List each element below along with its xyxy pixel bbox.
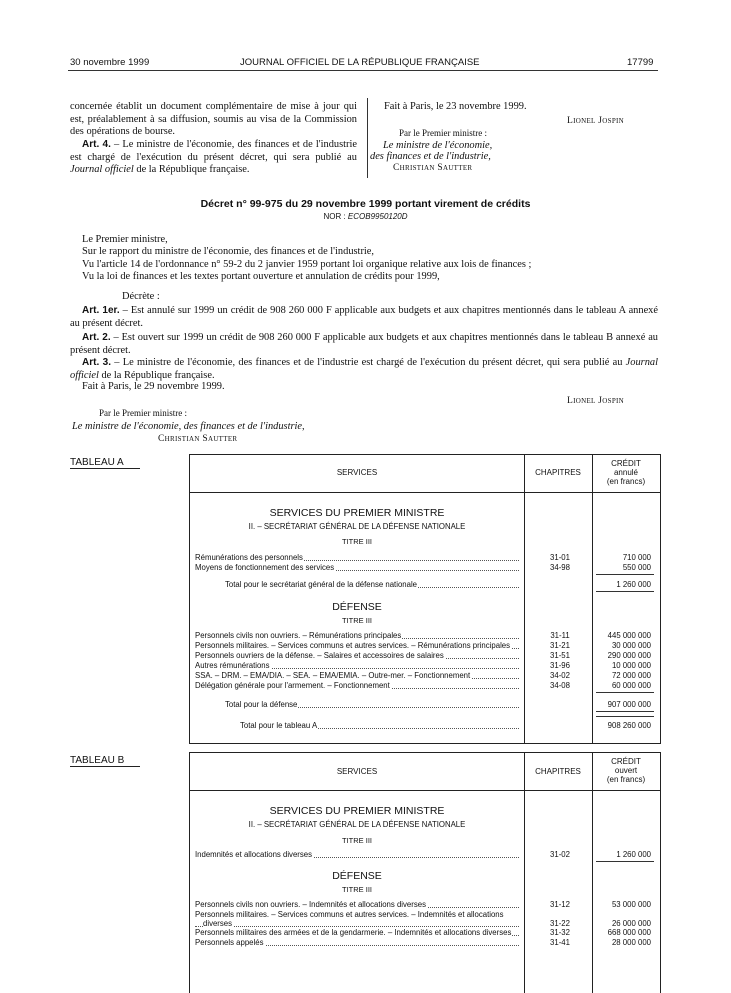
col-credit-line: annulé <box>613 468 639 477</box>
art3-label: Art. 3. <box>82 357 112 368</box>
row-amount: 710 000 <box>622 553 651 562</box>
art1-text: – Est annulé sur 1999 un crédit de 908 260 000 F applicable aux budgets et aux chapitres mentionnés dans le tableau A annexé au présent décret. <box>70 305 658 329</box>
art3-journal: Journal officiel <box>70 357 658 381</box>
row-chapitre: 31-22 <box>550 919 570 928</box>
article-2 <box>70 332 658 357</box>
tableau-b <box>189 752 661 993</box>
row-chapitre: 31-51 <box>550 651 570 660</box>
nor-code: ECOB9950120D <box>347 212 408 221</box>
table-row <box>195 671 665 681</box>
titre-heading: TITRE III <box>342 616 372 625</box>
prev-decree-para: concernée établit un document complémentaire de mise à jour qui est, préalablement à sa diffusion, soumis au visa de la Commission des opérations de bourse. <box>70 101 357 138</box>
total-label: Total pour le secrétariat général de la défense nationale <box>225 580 418 589</box>
col-chapitres: CHAPITRES <box>535 767 581 776</box>
row-chapitre: 31-32 <box>550 928 570 937</box>
titre-heading: TITRE III <box>342 885 372 894</box>
row-chapitre: 34-98 <box>550 563 570 572</box>
prev-fait: Fait à Paris, le 23 novembre 1999. <box>384 101 527 112</box>
section-title: DÉFENSE <box>332 601 382 613</box>
row-amount: 53 000 000 <box>611 900 651 909</box>
row-amount: 550 000 <box>622 563 651 572</box>
col-credit-line: (en francs) <box>606 775 646 784</box>
header-rule <box>190 790 660 791</box>
row-chapitre: 31-21 <box>550 641 570 650</box>
col-credit-line: ouvert <box>614 766 638 775</box>
titre-heading: TITRE III <box>342 537 372 546</box>
total-rule <box>596 692 654 693</box>
tableau-b-label: TABLEAU B <box>70 755 140 767</box>
row-amount: 26 000 000 <box>611 919 651 928</box>
section-title: SERVICES DU PREMIER MINISTRE <box>269 805 445 817</box>
row-label: Personnels militaires. – Services communs et autres services. – Indemnités et allocations <box>195 910 504 919</box>
total-rule <box>596 711 654 712</box>
prev-ministre-2: des finances et de l'industrie, <box>370 151 491 162</box>
header-rule <box>68 70 658 71</box>
row-label-cont: diverses <box>203 919 233 928</box>
col-divider <box>592 753 593 993</box>
decree-minister-name: Christian Sautter <box>158 434 238 444</box>
titre-heading: TITRE III <box>342 836 372 845</box>
journal-title: JOURNAL OFFICIEL DE LA RÉPUBLIQUE FRANÇAISE <box>240 57 480 68</box>
col-credit <box>592 459 660 486</box>
table-row <box>195 938 665 948</box>
tableau-a <box>189 454 661 744</box>
section-title: SERVICES DU PREMIER MINISTRE <box>269 507 445 519</box>
row-chapitre: 31-02 <box>550 850 570 859</box>
total-amount: 907 000 000 <box>607 700 651 709</box>
section-subtitle: II. – SECRÉTARIAT GÉNÉRAL DE LA DÉFENSE NATIONALE <box>248 820 466 829</box>
row-label: Indemnités et allocations diverses <box>195 850 313 859</box>
tableau-a-label: TABLEAU A <box>70 457 140 469</box>
row-amount: 445 000 000 <box>607 631 651 640</box>
row-label: Délégation générale pour l'armement. – Fonctionnement <box>195 681 390 690</box>
row-chapitre: 34-08 <box>550 681 570 690</box>
decree-title: Décret n° 99-975 du 29 novembre 1999 portant virement de crédits <box>200 198 531 210</box>
decree-fait: Fait à Paris, le 29 novembre 1999. <box>82 381 225 392</box>
column-divider <box>367 98 368 178</box>
decrete: Décrète : <box>122 291 160 302</box>
row-label: Personnels militaires des armées et de la gendarmerie. – Indemnités et allocations diverses <box>195 928 512 937</box>
art3-text-a: – Le ministre de l'économie, des finances et de l'industrie est chargé de l'exécution du présent décret, qui sera publié au <box>111 357 626 368</box>
total-rule <box>596 716 654 717</box>
row-label: Personnels ouvriers de la défense. – Salaires et accessoires de salaires <box>195 651 444 660</box>
header-date: 30 novembre 1999 <box>70 57 150 68</box>
article-3 <box>70 357 658 382</box>
row-chapitre: 31-41 <box>550 938 570 947</box>
row-label: Personnels appelés <box>195 938 264 947</box>
row-amount: 10 000 000 <box>611 661 651 670</box>
prev-decree-art4 <box>70 139 357 177</box>
row-chapitre: 31-01 <box>550 553 570 562</box>
table-row <box>195 553 665 563</box>
table-row <box>195 661 665 671</box>
row-amount: 72 000 000 <box>611 671 651 680</box>
col-credit-line: CRÉDIT <box>611 459 641 468</box>
total-row <box>225 700 695 710</box>
row-label: Rémunérations des personnels <box>195 553 303 562</box>
section-title: DÉFENSE <box>332 870 382 882</box>
col-credit <box>592 757 660 784</box>
table-row <box>195 900 665 910</box>
nor-label: NOR : <box>323 212 348 221</box>
row-label: Autres rémunérations <box>195 661 270 670</box>
row-label: SSA. – DRM. – EMA/DIA. – SEA. – EMA/EMIA. – Outre-mer. – Fonctionnement <box>195 671 471 680</box>
total-rule <box>596 861 654 862</box>
article-1 <box>70 305 658 330</box>
vis-line: Le Premier ministre, <box>82 234 168 245</box>
row-amount: 60 000 000 <box>611 681 651 690</box>
row-chapitre: 34-02 <box>550 671 570 680</box>
table-row <box>195 928 665 938</box>
col-divider <box>524 753 525 993</box>
row-amount: 290 000 000 <box>607 651 651 660</box>
art4-journal: Journal officiel <box>70 164 134 176</box>
row-label: Personnels militaires. – Services communs et autres services. – Rémunérations principales <box>195 641 511 650</box>
table-row <box>195 641 665 651</box>
prev-minister-name: Christian Sautter <box>393 163 473 173</box>
col-chapitres: CHAPITRES <box>535 468 581 477</box>
art3-text-b: de la République française. <box>98 369 215 381</box>
art4-text-a: – Le ministre de l'économie, des finances et de l'industrie est chargé de l'exécution du présent décret, qui sera publié au <box>70 139 357 163</box>
art4-text-b: de la République française. <box>133 164 250 176</box>
nor-line <box>0 212 731 221</box>
row-chapitre: 31-11 <box>550 631 570 640</box>
col-credit-line: CRÉDIT <box>611 757 641 766</box>
row-amount: 30 000 000 <box>611 641 651 650</box>
table-row <box>195 563 665 573</box>
grand-total-amount: 908 260 000 <box>607 721 651 730</box>
row-label: Personnels civils non ouvriers. – Indemnités et allocations diverses <box>195 900 426 909</box>
row-chapitre: 31-12 <box>550 900 570 909</box>
page-number: 17799 <box>627 57 654 68</box>
row-amount: 668 000 000 <box>607 928 651 937</box>
decree-ministre: Le ministre de l'économie, des finances et de l'industrie, <box>72 421 305 432</box>
grand-total-label: Total pour le tableau A <box>240 721 318 730</box>
table-row <box>195 651 665 661</box>
art4-label: Art. 4. <box>82 139 111 150</box>
total-rule <box>596 574 654 575</box>
row-amount: 1 260 000 <box>616 850 651 859</box>
total-amount: 1 260 000 <box>616 580 651 589</box>
row-amount: 28 000 000 <box>611 938 651 947</box>
prev-par-le: Par le Premier ministre : <box>399 128 487 138</box>
art1-label: Art. 1er. <box>82 305 120 316</box>
decree-par-le: Par le Premier ministre : <box>99 408 187 418</box>
vis-line: Sur le rapport du ministre de l'économie, des finances et de l'industrie, <box>82 246 375 257</box>
row-chapitre: 31-96 <box>550 661 570 670</box>
col-credit-line: (en francs) <box>606 477 646 486</box>
section-subtitle: II. – SECRÉTARIAT GÉNÉRAL DE LA DÉFENSE NATIONALE <box>248 522 466 531</box>
art2-label: Art. 2. <box>82 332 111 343</box>
vis-line: Vu la loi de finances et les textes portant ouverture et annulation de crédits pour 1999, <box>82 271 440 282</box>
total-label: Total pour la défense <box>225 700 298 709</box>
prev-ministre-1: Le ministre de l'économie, <box>383 140 493 151</box>
row-label: Moyens de fonctionnement des services <box>195 563 335 572</box>
col-services: SERVICES <box>336 468 378 477</box>
vis-line: Vu l'article 14 de l'ordonnance n° 59-2 du 2 janvier 1959 portant loi organique relative aux lois de finances ; <box>82 259 532 270</box>
table-row <box>195 681 665 691</box>
table-row <box>195 850 665 860</box>
art2-text: – Est ouvert sur 1999 un crédit de 908 260 000 F applicable aux budgets et aux chapitres mentionnés dans le tableau B annexé au présent décret. <box>70 332 658 356</box>
prev-signer: Lionel Jospin <box>567 116 624 126</box>
header-rule <box>190 492 660 493</box>
row-label: Personnels civils non ouvriers. – Rémunérations principales <box>195 631 402 640</box>
total-row <box>225 580 695 590</box>
total-rule <box>596 591 654 592</box>
col-services: SERVICES <box>336 767 378 776</box>
grand-total-row <box>240 721 710 731</box>
table-row <box>195 631 665 641</box>
decree-signer: Lionel Jospin <box>567 396 624 406</box>
